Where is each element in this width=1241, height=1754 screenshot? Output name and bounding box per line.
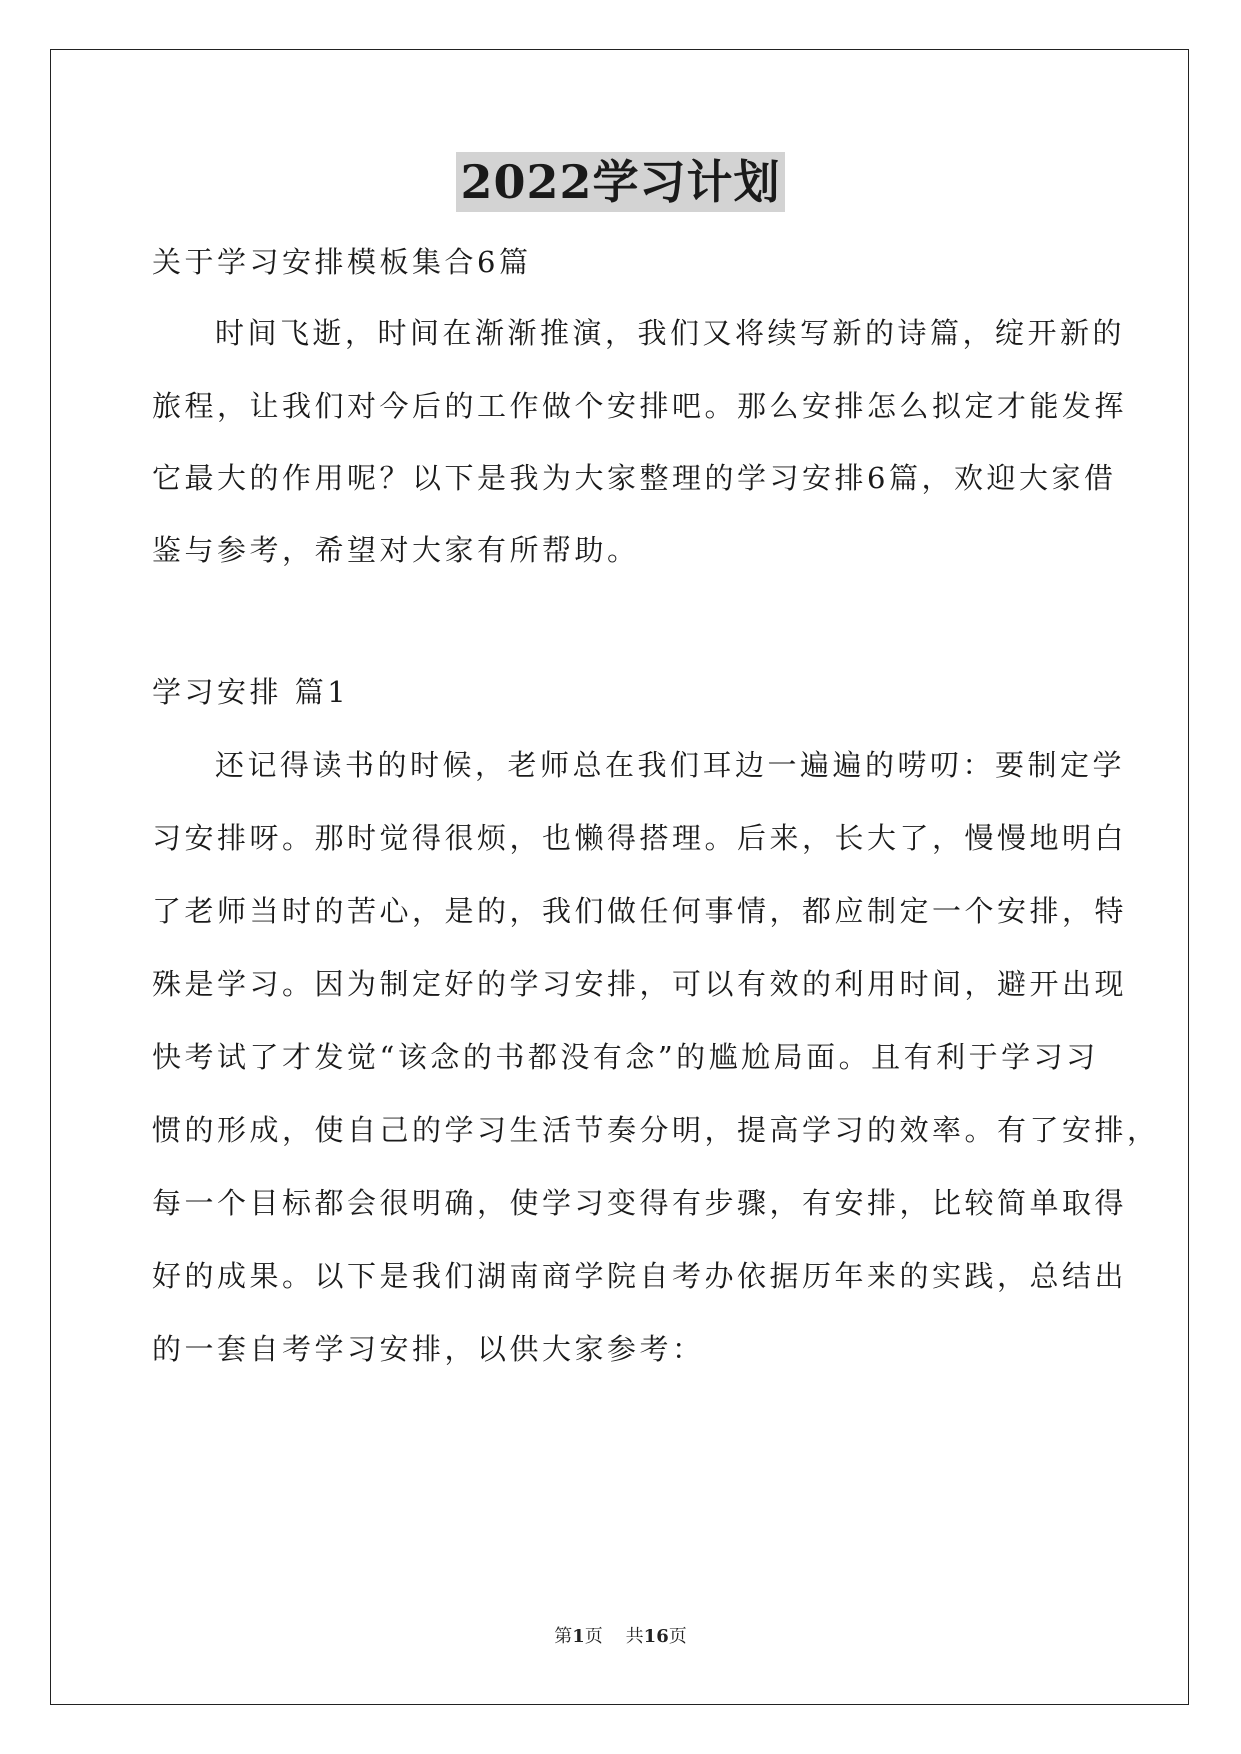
- intro-line: 旅程，让我们对今后的工作做个安排吧。那么安排怎么拟定才能发挥: [152, 389, 1128, 423]
- page-footer: [0, 1624, 1241, 1650]
- section-line: 了老师当时的苦心，是的，我们做任何事情，都应制定一个安排，特: [152, 894, 1128, 928]
- total-pages: 16: [643, 1626, 669, 1647]
- document-subtitle: 关于学习安排模板集合6篇: [152, 245, 532, 279]
- section-line: 还记得读书的时候，老师总在我们耳边一遍遍的唠叨：要制定学: [215, 748, 1126, 782]
- total-suffix: 页: [668, 1626, 687, 1647]
- section-line: 的一套自考学习安排，以供大家参考：: [152, 1332, 705, 1366]
- page-border: [50, 49, 1189, 1705]
- total-prefix: 共: [625, 1626, 644, 1647]
- page-prefix: 第: [554, 1626, 573, 1647]
- intro-line: 时间飞逝，时间在渐渐推演，我们又将续写新的诗篇，绽开新的: [215, 316, 1126, 350]
- section-line: 快考试了才发觉“该念的书都没有念”的尴尬局面。且有利于学习习: [152, 1040, 1099, 1074]
- section-line: 殊是学习。因为制定好的学习安排，可以有效的利用时间，避开出现: [152, 967, 1128, 1001]
- section-heading: 学习安排 篇1: [152, 675, 350, 709]
- section-line: 每一个目标都会很明确，使学习变得有步骤，有安排，比较简单取得: [152, 1186, 1128, 1220]
- intro-line: 鉴与参考，希望对大家有所帮助。: [152, 533, 640, 567]
- section-line: 好的成果。以下是我们湖南商学院自考办依据历年来的实践，总结出: [152, 1259, 1128, 1293]
- section-line: 惯的形成，使自己的学习生活节奏分明，提高学习的效率。有了安排，: [152, 1113, 1160, 1147]
- page-suffix: 页: [584, 1626, 603, 1647]
- page-number: 1: [572, 1626, 585, 1647]
- intro-line: 它最大的作用呢？以下是我为大家整理的学习安排6篇，欢迎大家借: [152, 461, 1117, 495]
- section-line: 习安排呀。那时觉得很烦，也懒得搭理。后来，长大了，慢慢地明白: [152, 821, 1128, 855]
- title-container: [0, 152, 1241, 212]
- document-title: 2022学习计划: [456, 152, 784, 212]
